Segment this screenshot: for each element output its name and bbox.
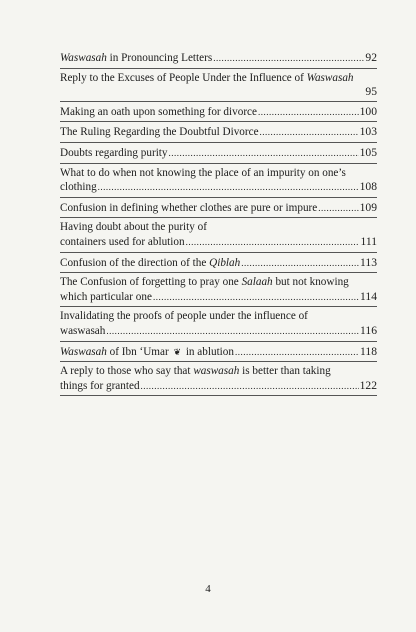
entry-title: Confusion of the direction of the xyxy=(60,256,210,269)
entry-page: 95 xyxy=(365,85,377,99)
entry-title: of Ibn ‘Umar xyxy=(106,345,172,358)
leader-dots xyxy=(235,346,359,360)
toc-entry xyxy=(60,164,377,198)
entry-page: 116 xyxy=(360,323,377,337)
toc-entry xyxy=(60,307,377,341)
toc-entry xyxy=(60,342,377,363)
toc-entry xyxy=(60,273,377,307)
entry-title-line1: Having doubt about the purity of xyxy=(60,221,207,234)
table-of-contents xyxy=(60,48,377,396)
leader-dots xyxy=(186,236,360,250)
leader-dots xyxy=(106,325,359,339)
leader-dots xyxy=(258,106,359,120)
entry-title: The Ruling Regarding the Doubtful Divorce xyxy=(60,126,259,139)
entry-page: 100 xyxy=(359,104,377,118)
entry-title: waswasah xyxy=(60,324,106,337)
entry-title-line1: The Confusion of forgetting to pray one xyxy=(60,276,242,289)
leader-dots xyxy=(241,257,359,271)
toc-entry xyxy=(60,48,377,69)
entry-page: 105 xyxy=(359,145,377,159)
entry-page: 103 xyxy=(359,125,377,139)
entry-italic: Salaah xyxy=(241,276,273,289)
honorific-icon: ❦ xyxy=(173,346,182,357)
entry-page: 108 xyxy=(359,180,377,194)
toc-entry xyxy=(60,143,377,164)
toc-entry xyxy=(60,362,377,396)
entry-title-end: in ablution xyxy=(183,345,234,358)
leader-dots xyxy=(169,147,359,161)
entry-title: clothing xyxy=(60,181,97,194)
entry-page: 109 xyxy=(359,200,377,214)
entry-title-line1: A reply to those who say that xyxy=(60,365,194,378)
toc-entry xyxy=(60,102,377,123)
entry-title-line1-end: is better than taking xyxy=(239,365,331,378)
entry-title: things for granted xyxy=(60,379,140,392)
leader-dots xyxy=(260,126,359,140)
entry-title-line1: What to do when not knowing the place of an impurity on one’s xyxy=(60,166,346,179)
entry-page: 122 xyxy=(359,378,377,392)
toc-entry xyxy=(60,69,377,102)
page-number: 4 xyxy=(205,583,211,595)
entry-italic: waswasah xyxy=(193,365,240,378)
leader-dots xyxy=(141,380,359,394)
entry-italic: Waswasah xyxy=(306,71,354,84)
leader-dots xyxy=(98,181,359,195)
entry-page: 118 xyxy=(360,344,377,358)
leader-dots xyxy=(213,52,364,66)
leader-dots xyxy=(318,202,358,216)
entry-title: Doubts regarding purity xyxy=(60,146,168,159)
toc-entry xyxy=(60,218,377,252)
entry-title: Confusion in defining whether clothes are pure or impure xyxy=(60,201,318,214)
entry-italic: Qiblah xyxy=(209,256,241,269)
entry-page: 111 xyxy=(360,234,377,248)
entry-italic: Waswasah xyxy=(60,52,107,64)
leader-dots xyxy=(153,291,359,305)
entry-title-line1: Invalidating the proofs of people under the influence of xyxy=(60,310,308,323)
entry-page: 114 xyxy=(360,289,377,303)
toc-entry xyxy=(60,122,377,143)
toc-entry xyxy=(60,198,377,219)
entry-page: 92 xyxy=(365,51,377,64)
entry-title-line1-end: but not knowing xyxy=(272,276,349,289)
toc-entry xyxy=(60,253,377,274)
entry-title: which particular one xyxy=(60,290,152,303)
entry-italic: Waswasah xyxy=(60,345,107,358)
entry-title-line1: Reply to the Excuses of People Under the Influence of xyxy=(60,71,307,84)
entry-title: containers used for ablution xyxy=(60,235,185,248)
entry-title: Making an oath upon something for divorce xyxy=(60,105,257,118)
entry-title: in Pronouncing Letters xyxy=(106,52,213,64)
entry-page: 113 xyxy=(360,255,377,269)
